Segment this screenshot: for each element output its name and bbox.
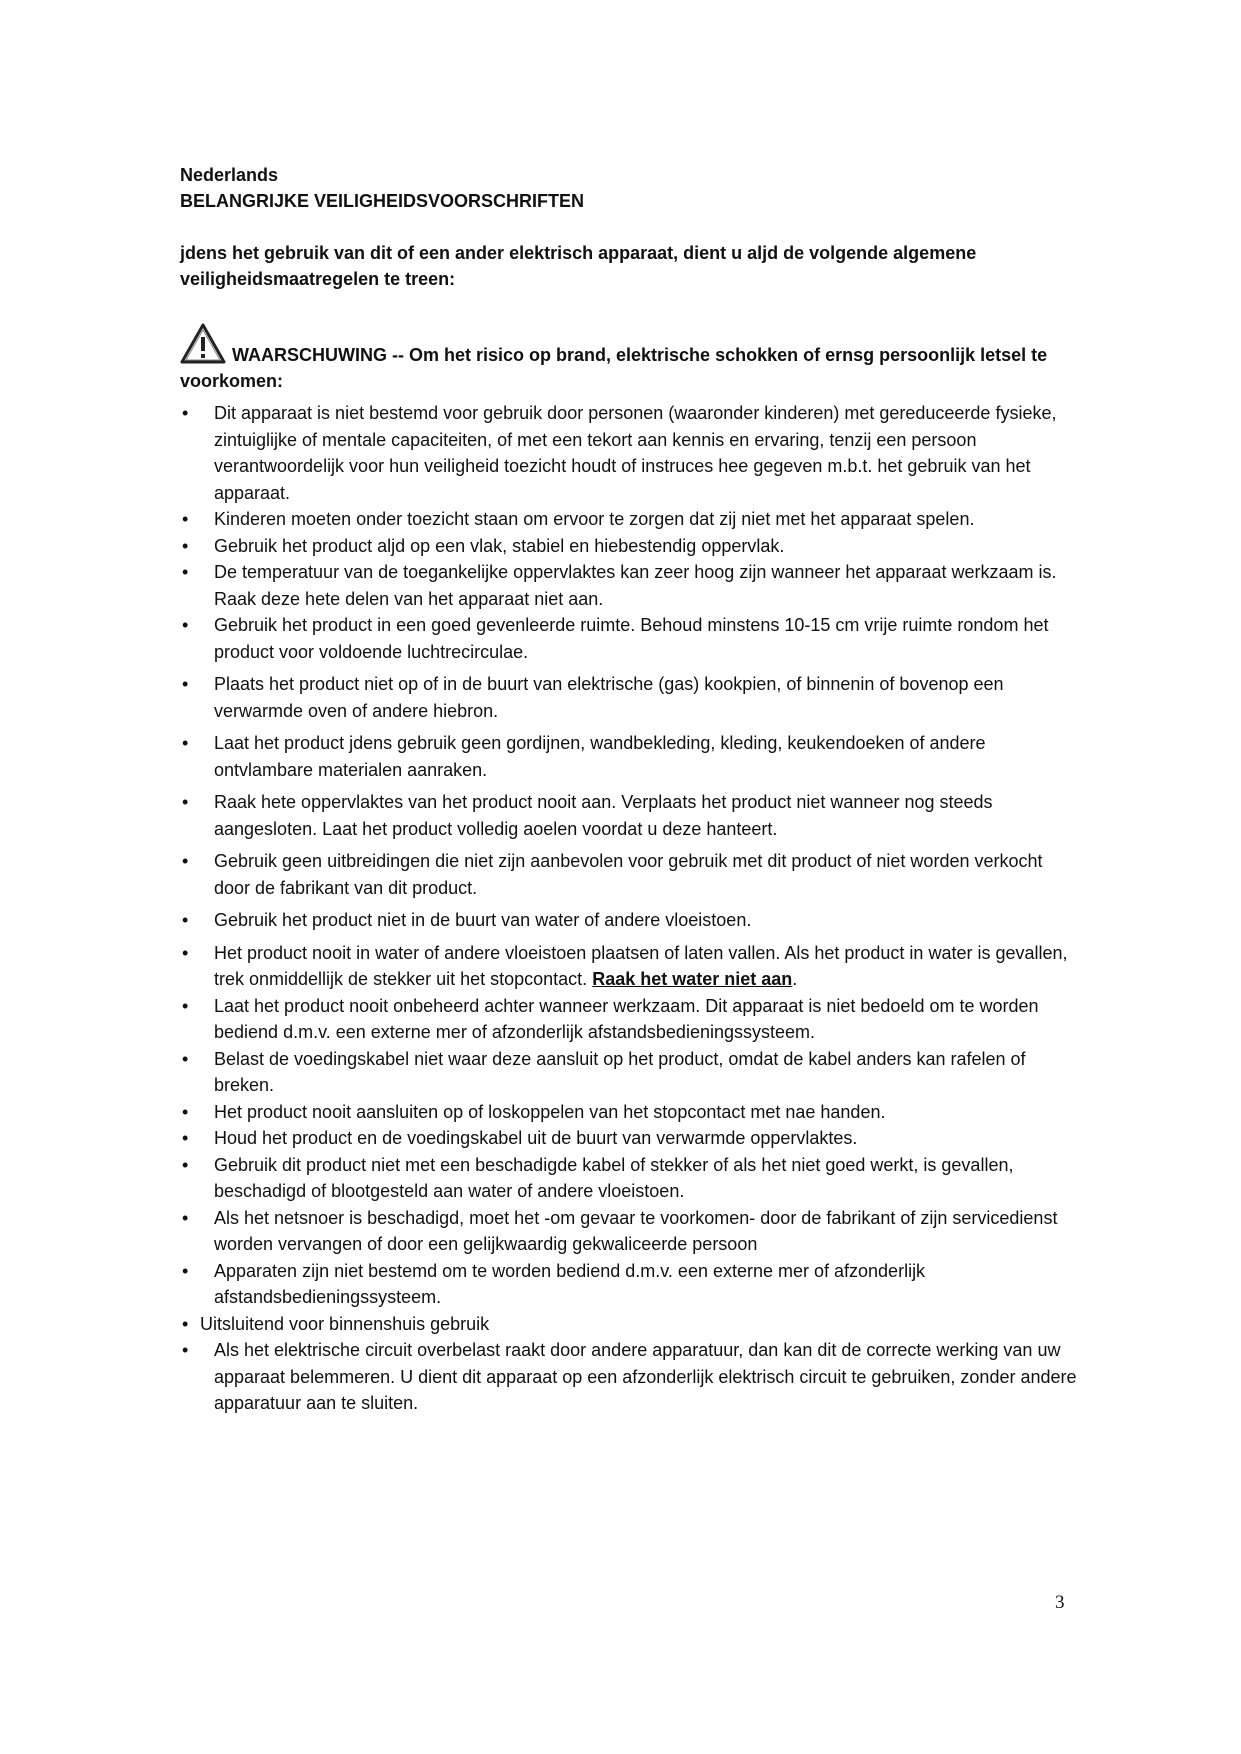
list-item: • Dit apparaat is niet bestemd voor gebruik door personen (waaronder kinderen) met gereduceerde fysieke, zintuiglijke of mentale capaciteiten, of met een tekort aan kennis en ervaring, tenzij een persoon verantwoordelijk voor hun veiligheid toezicht houdt of instruces hee gegeven m.b.t. het gebruik van het apparaat. <box>182 403 1057 503</box>
list-item: • Plaats het product niet op of in de buurt van elektrische (gas) kookpien, of binnenin of bovenop een verwarmde oven of andere hiebron. <box>182 674 1004 721</box>
list-item: • Als het netsnoer is beschadigd, moet het -om gevaar te voorkomen- door de fabrikant of zijn servicedienst worden vervangen of door een gelijkwaardig gekwaliceerde persoon <box>182 1207 1058 1254</box>
page-number: 3 <box>1055 1592 1065 1613</box>
list-item: • Apparaten zijn niet bestemd om te worden bediend d.m.v. een externe mer of afzonderlijk afstandsbedieningssysteem. <box>182 1260 926 1307</box>
list-item: • Het product nooit aansluiten op of loskoppelen van het stopcontact met nae handen. <box>182 1101 886 1122</box>
list-item: • Gebruik het product in een goed gevenleerde ruimte. Behoud minstens 10-15 cm vrije ruimte rondom het product voor voldoende luchtrecirculae. <box>182 615 1049 662</box>
list-item: • Belast de voedingskabel niet waar deze aansluit op het product, omdat de kabel anders kan rafelen of breken. <box>182 1048 1026 1095</box>
warning-triangle-icon <box>180 322 226 366</box>
list-item: • De temperatuur van de toegankelijke oppervlaktes kan zeer hoog zijn wanneer het apparaat werkzaam is. Raak deze hete delen van het apparaat niet aan. <box>182 562 1057 609</box>
list-item: • Het product nooit in water of andere vloeistoen plaatsen of laten vallen. Als het product in water is gevallen, trek onmiddellijk de stekker uit het stopcontact. Raak het water niet aan. <box>182 942 1068 989</box>
safety-rules-list <box>180 400 1080 1417</box>
list-item: • Laat het product nooit onbeheerd achter wanneer werkzaam. Dit apparaat is niet bedoeld om te worden bediend d.m.v. een externe mer of afzonderlijk afstandsbedieningssysteem. <box>182 995 1039 1042</box>
list-item: • Gebruik dit product niet met een beschadigde kabel of stekker of als het niet goed werkt, is gevallen, beschadigd of blootgesteld aan water of andere vloeistoen. <box>182 1154 1014 1201</box>
emphasis-text: Raak het water niet aan <box>592 969 793 989</box>
list-item: • Houd het product en de voedingskabel uit de buurt van verwarmde oppervlaktes. <box>182 1128 858 1148</box>
list-item: • Laat het product jdens gebruik geen gordijnen, wandbekleding, kleding, keukendoeken of andere ontvlambare materialen aanraken. <box>182 733 986 780</box>
list-item: • Als het elektrische circuit overbelast raakt door andere apparatuur, dan kan dit de correcte werking van uw apparaat belemmeren. U dient dit apparaat op een afzonderlijk elektrisch circuit te gebruiken, zonder andere apparatuur aan te sluiten. <box>182 1340 1077 1413</box>
list-item: • Raak hete oppervlaktes van het product nooit aan. Verplaats het product niet wanneer nog steeds aangesloten. Laat het product volledig aoelen voordat u deze hanteert. <box>182 792 993 839</box>
warning-text: WAARSCHUWING -- Om het risico op brand, elektrische schokken of ernsg persoonlijk letsel te voorkomen: <box>180 345 1048 391</box>
page-title: BELANGRIJKE VEILIGHEIDSVOORSCHRIFTEN <box>180 191 585 211</box>
intro-text: jdens het gebruik van dit of een ander elektrisch apparaat, dient u aljd de volgende algemene veiligheidsmaatregelen te treen: <box>180 243 977 289</box>
list-item: • Gebruik het product niet in de buurt van water of andere vloeistoen. <box>182 910 752 930</box>
list-item: • Gebruik het product aljd op een vlak, stabiel en hiebestendig oppervlak. <box>182 535 785 556</box>
document-page <box>180 162 1080 1417</box>
warning-block <box>180 322 1060 394</box>
list-item: • Kinderen moeten onder toezicht staan om ervoor te zorgen dat zij niet met het apparaat spelen. <box>182 509 975 529</box>
language-heading: Nederlands <box>180 165 279 185</box>
list-item: • Gebruik geen uitbreidingen die niet zijn aanbevolen voor gebruik met dit product of niet worden verkocht door de fabrikant van dit product. <box>182 851 1043 898</box>
list-item: • Uitsluitend voor binnenshuis gebruik <box>182 1313 490 1334</box>
